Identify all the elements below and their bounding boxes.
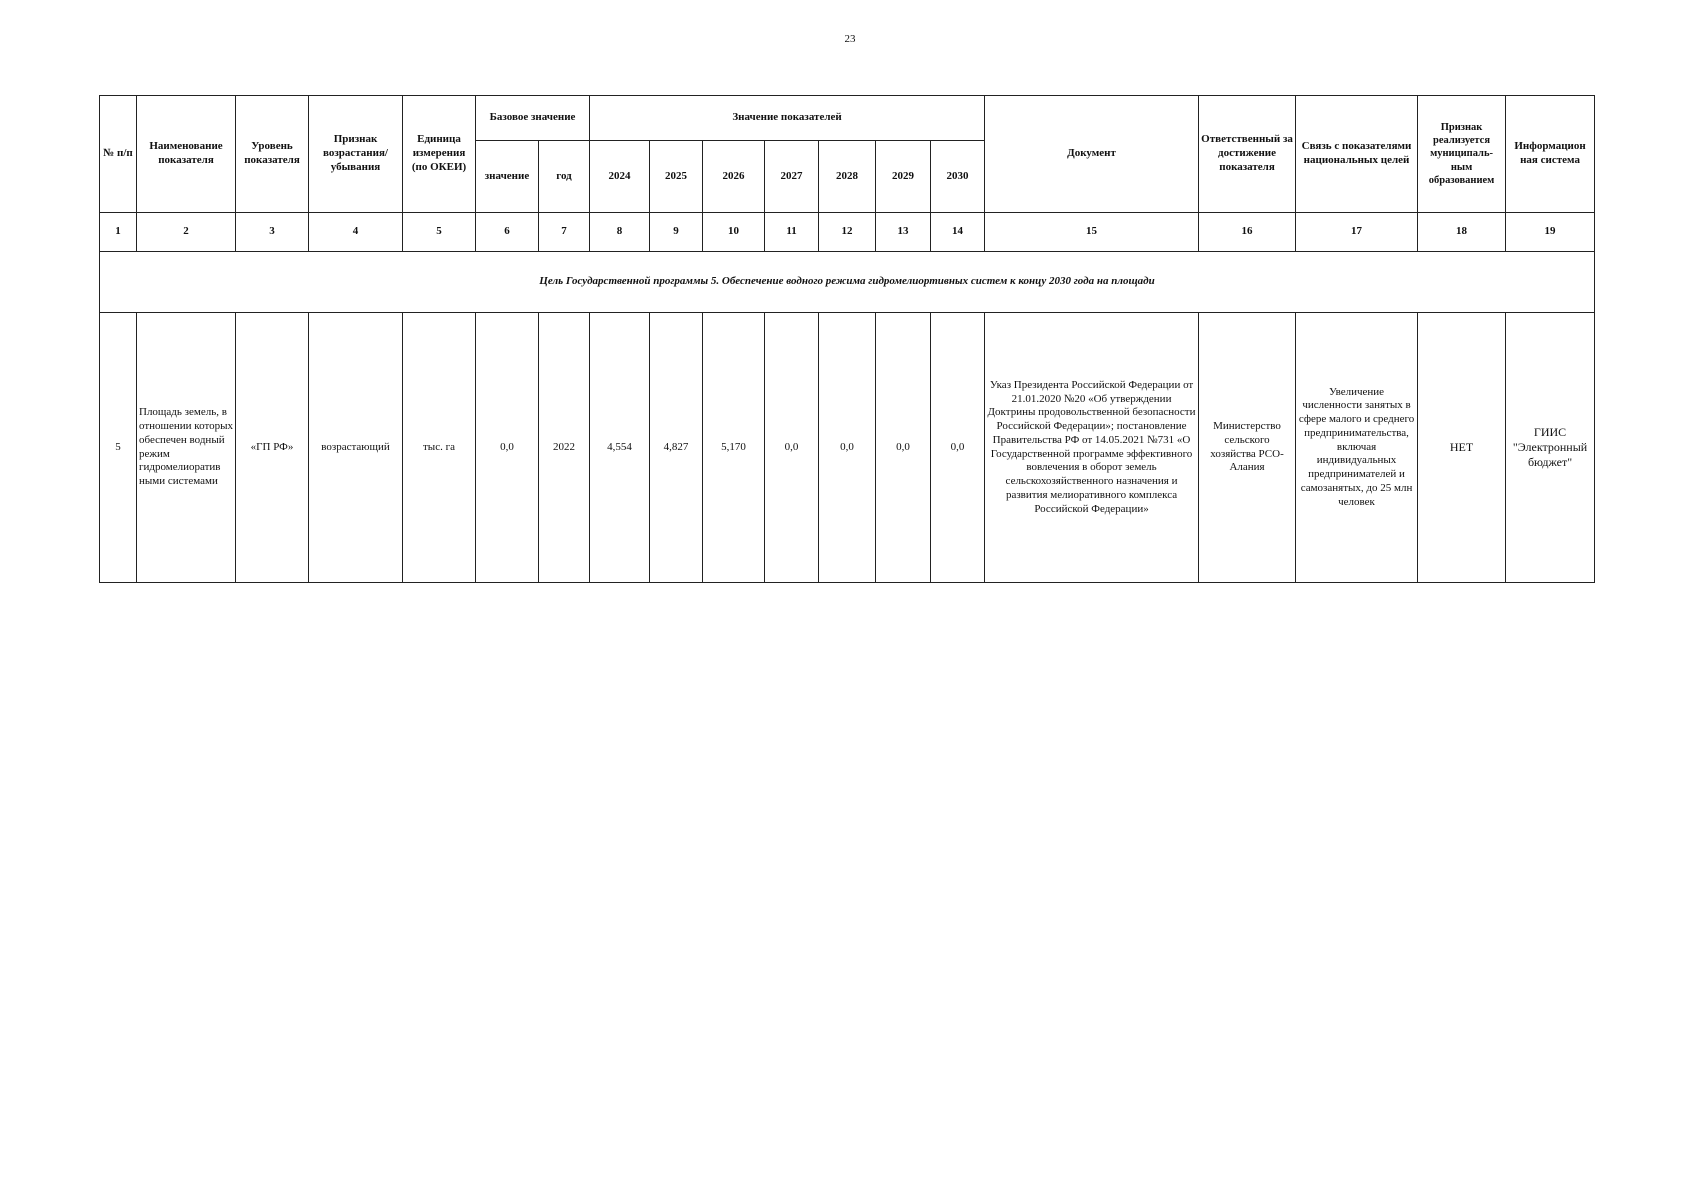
header-document: Документ (985, 96, 1199, 213)
column-number: 7 (539, 213, 590, 252)
header-year: 2026 (703, 141, 765, 213)
row-unit: тыс. га (403, 313, 476, 583)
header-year: 2030 (931, 141, 985, 213)
header-name: Наименование показателя (137, 96, 236, 213)
header-infosys: Информацион ная система (1506, 96, 1595, 213)
row-value-2024: 4,554 (590, 313, 650, 583)
header-year: 2025 (650, 141, 703, 213)
column-number: 10 (703, 213, 765, 252)
column-number: 15 (985, 213, 1199, 252)
column-number: 4 (309, 213, 403, 252)
column-number: 8 (590, 213, 650, 252)
row-value-2028: 0,0 (819, 313, 876, 583)
row-name: Площадь земель, в отношении которых обеспечен водный режим гидромелиоратив ными системами (137, 313, 236, 583)
column-number: 18 (1418, 213, 1506, 252)
header-year: 2028 (819, 141, 876, 213)
header-sign: Признак возрастания/ убывания (309, 96, 403, 213)
column-number: 17 (1296, 213, 1418, 252)
row-level: «ГП РФ» (236, 313, 309, 583)
goal-row (100, 252, 1595, 313)
column-number: 19 (1506, 213, 1595, 252)
header-unit: Единица измерения (по ОКЕИ) (403, 96, 476, 213)
row-base-year: 2022 (539, 313, 590, 583)
row-value-2029: 0,0 (876, 313, 931, 583)
row-value-2025: 4,827 (650, 313, 703, 583)
row-base-value: 0,0 (476, 313, 539, 583)
column-number: 14 (931, 213, 985, 252)
header-responsible: Ответственный за достижение показателя (1199, 96, 1296, 213)
goal-text: Цель Государственной программы 5. Обеспечение водного режима гидромелиортивных систем к концу 2030 года на площади (100, 252, 1595, 313)
column-number: 1 (100, 213, 137, 252)
row-document: Указ Президента Российской Федерации от 21.01.2020 №20 «Об утверждении Доктрины продовольственной безопасности Российской Федерации»; постановление Правительства РФ от 14.05.2021 №731 «О Государственной программе эффективного вовлечения в оборот земель сельскохозяйственного назначения и развития мелиоративного комплекса Российской Федерации» (985, 313, 1199, 583)
header-row-top (100, 96, 1595, 141)
column-number: 11 (765, 213, 819, 252)
header-num: № п/п (100, 96, 137, 213)
column-number: 9 (650, 213, 703, 252)
row-link: Увеличение численности занятых в сфере малого и среднего предпринимательства, включая индивидуальных предпринимателей и самозанятых, до 25 млн человек (1296, 313, 1418, 583)
header-base-value: значение (476, 141, 539, 213)
row-infosys: ГИИС "Электронный бюджет" (1506, 313, 1595, 583)
indicator-table (99, 95, 1595, 583)
column-number: 13 (876, 213, 931, 252)
column-numbers-row (100, 213, 1595, 252)
column-number: 16 (1199, 213, 1296, 252)
page-number: 23 (844, 33, 856, 45)
row-responsible: Министерство сельского хозяйства РСО-Алания (1199, 313, 1296, 583)
header-values: Значение показателей (590, 96, 985, 141)
header-year: 2024 (590, 141, 650, 213)
header-year: 2029 (876, 141, 931, 213)
column-number: 2 (137, 213, 236, 252)
row-value-2030: 0,0 (931, 313, 985, 583)
column-number: 6 (476, 213, 539, 252)
row-value-2027: 0,0 (765, 313, 819, 583)
row-sign: возрастающий (309, 313, 403, 583)
header-year: 2027 (765, 141, 819, 213)
table-row (100, 313, 1595, 583)
header-link: Связь с показателями национальных целей (1296, 96, 1418, 213)
row-municipal: НЕТ (1418, 313, 1506, 583)
column-number: 5 (403, 213, 476, 252)
row-num: 5 (100, 313, 137, 583)
header-level: Уровень показателя (236, 96, 309, 213)
row-value-2026: 5,170 (703, 313, 765, 583)
column-number: 12 (819, 213, 876, 252)
header-base-year: год (539, 141, 590, 213)
header-base: Базовое значение (476, 96, 590, 141)
header-municipal: Признак реализуется муниципаль- ным образованием (1418, 96, 1506, 213)
column-number: 3 (236, 213, 309, 252)
